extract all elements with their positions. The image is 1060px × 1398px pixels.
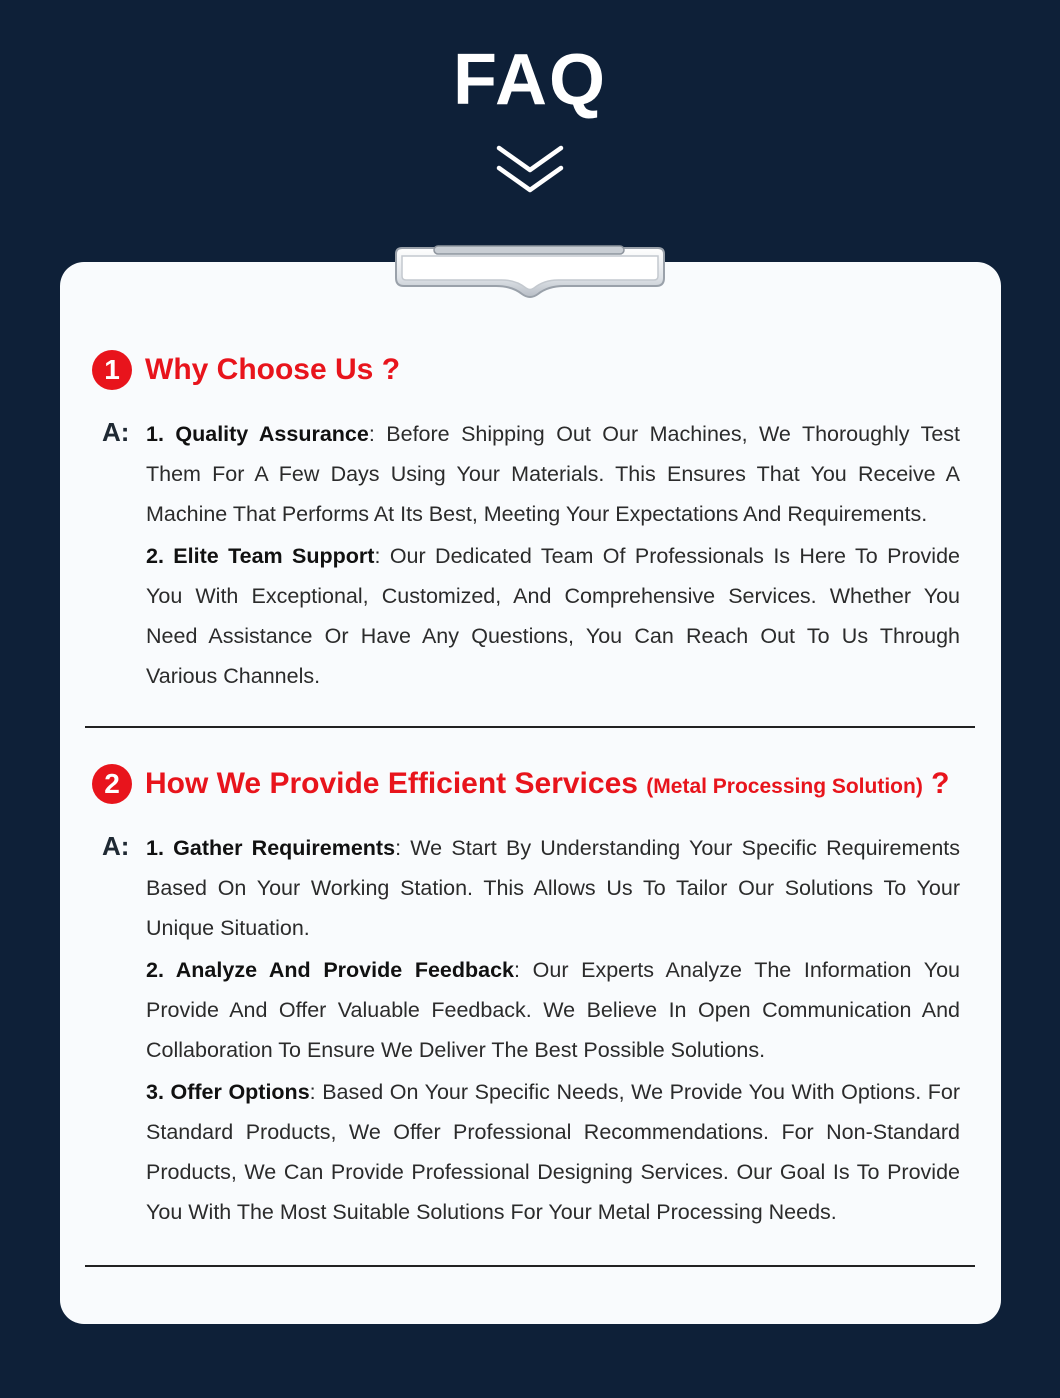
- answer-heading: 2. Elite Team Support: [146, 544, 375, 568]
- answer-list: [146, 828, 960, 1234]
- answer-text: Before Shipping Out Our Machines, We Thoroughly Test Them For A Few Days Using Your Materials. This Ensures That You Receive A Machine That Performs At Its Best, Meeting Your Expectations And Requirements.: [146, 422, 961, 526]
- number-badge: 2: [92, 764, 132, 804]
- answer-heading: 1. Quality Assurance: [146, 422, 369, 446]
- faq-question-2: [92, 762, 950, 806]
- faq-card: [60, 262, 1001, 1324]
- answer-heading: 3. Offer Options: [146, 1080, 310, 1104]
- answer-item: [146, 414, 960, 534]
- answer-separator: :: [309, 1080, 316, 1104]
- answer-heading: 2. Analyze And Provide Feedback: [146, 958, 515, 982]
- clipboard-clip-icon: [388, 242, 672, 308]
- answer-item: [146, 950, 960, 1070]
- page-title: FAQ: [452, 40, 607, 120]
- answer-heading: 1. Gather Requirements: [146, 836, 396, 860]
- section-divider: [85, 1265, 975, 1267]
- question-text: [145, 353, 400, 387]
- answer-text: We Start By Understanding Your Specific Requirements Based On Your Working Station. This Allows Us To Tailor Our Solutions To Your Unique Situation.: [146, 836, 960, 940]
- answer-text: Our Dedicated Team Of Professionals Is Here To Provide You With Exceptional, Customized, And Comprehensive Services. Whether You Need Assistance Or Have Any Questions, You Can Reach Out To Us Through Various Channels.: [146, 544, 960, 688]
- double-chevron-down-icon: [495, 142, 565, 198]
- answer-separator: :: [374, 544, 381, 568]
- answer-item: [146, 828, 960, 948]
- faq-question-1: [92, 348, 400, 392]
- question-text: [145, 767, 950, 801]
- answer-text: Based On Your Specific Needs, We Provide You With Options. For Standard Products, We Offer Professional Recommendations. For Non-Standard Products, We Can Provide Professional Designing Services. Our Goal Is To Provide You With The Most Suitable Solutions For Your Metal Processing Needs.: [146, 1080, 960, 1224]
- answer-separator: :: [368, 422, 375, 446]
- question-suffix: (Metal Processing Solution): [646, 775, 923, 798]
- question-main: Why Choose Us: [145, 353, 374, 386]
- question-mark: ?: [381, 353, 401, 386]
- answer-label: A:: [102, 417, 130, 447]
- answer-item: [146, 1072, 960, 1232]
- answer-list: [146, 414, 960, 698]
- number-badge: 1: [92, 350, 132, 390]
- answer-label: A:: [102, 831, 130, 861]
- answer-text: Our Experts Analyze The Information You Provide And Offer Valuable Feedback. We Believe In Open Communication And Collaboration To Ensure We Deliver The Best Possible Solutions.: [146, 958, 960, 1062]
- question-main: How We Provide Efficient Services: [145, 767, 638, 800]
- answer-item: [146, 536, 960, 696]
- question-mark: ?: [931, 767, 950, 800]
- answer-separator: :: [514, 958, 520, 982]
- answer-separator: :: [395, 836, 402, 860]
- section-divider: [85, 726, 975, 728]
